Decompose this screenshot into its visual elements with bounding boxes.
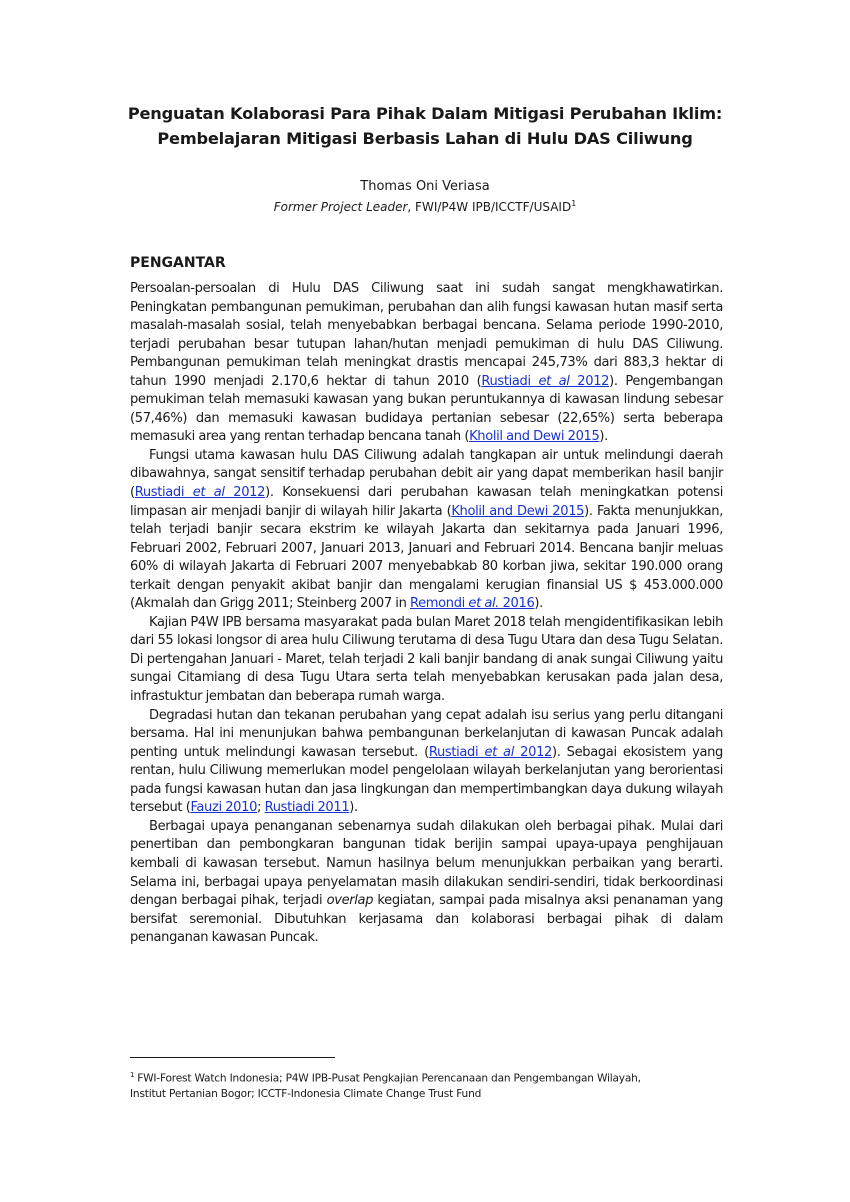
- paragraph-1-text-b: ). Pengembangan pemukiman telah memasuki kawasan yang bukan peruntukannya di kawasan lindung sebesar (57,46%) dan memasuki kawasan budidaya pertanian sebesar (22,65%) serta beberapa memasuki area yang rentan terhadap bencana tanah (: [130, 373, 723, 445]
- paragraph-5-text-b: kegiatan, sampai pada misalnya aksi penanaman yang bersifat seremonial. Dibutuhkan kerjasama dan kolaborasi berbagai pihak di dalam penanganan kawasan Puncak.: [130, 893, 724, 946]
- paragraph-2-text-c: ). Fakta menunjukkan, telah terjadi banjir secara ekstrim ke wilayah Jakarta dan sekitarnya pada Januari 1996, Februari 2002, Februari 2007, Januari 2013, Januari and Februari 2014. Bencana banjir meluas 60% di wilayah Jakarta di Februari 2007 menyebabkab 80 korban jiwa, sekitar 190.000 orang terkait dengan penyakit akibat banjir dan mengalami kerugian finansial US $ 453.000.000 (Akmalah dan Grigg 2011; Steinberg 2007 in: [130, 503, 723, 612]
- paragraph-1-text-a: Persoalan-persoalan di Hulu DAS Ciliwung saat ini sudah sangat mengkhawatirkan. Peningkatan pembangunan pemukiman, perubahan dan alih fungsi kawasan hutan masif serta masalah-masalah sosial, telah menyebabkan berbagai bencana. Selama periode 1990-2010, terjadi perubahan besar tutupan lahan/hutan menjadi pemukiman di hulu DAS Ciliwung. Pembangunan pemukiman telah meningkat drastis mencapai 245,73% dari 883,3 hektar di tahun 1990 menjadi 2.170,6 hektar di tahun 2010 (: [130, 281, 723, 389]
- paragraph-4: [130, 707, 723, 818]
- citation-etal[interactable]: et al: [538, 373, 570, 389]
- citation-link-kholil-dewi-2015[interactable]: Kholil and Dewi 2015: [469, 429, 600, 445]
- citation-author[interactable]: Rustiadi: [481, 373, 539, 389]
- citation-link-remondi-2016[interactable]: [410, 596, 534, 611]
- paper-title-line-1: Penguatan Kolaborasi Para Pihak Dalam Mitigasi Perubahan Iklim:: [127, 104, 723, 123]
- paragraph-2-text-b: ). Konsekuensi dari perubahan kawasan telah meningkatkan potensi limpasan air menjadi banjir di wilayah hilir Jakarta (: [130, 485, 723, 519]
- paragraph-5-text-a: Berbagai upaya penanganan sebenarnya sudah dilakukan oleh berbagai pihak. Mulai dari penertiban dan pembongkaran bangunan tidak berijin sampai upaya-upaya penghijauan kembali di kawasan tersebut. Namun hasilnya belum menunjukkan perbaikan yang berarti. Selama ini, berbagai upaya penyelamatan masih dilakukan sendiri-sendiri, tidak berkoordinasi dengan berbagai pihak, terjadi: [130, 818, 723, 909]
- body-text: [130, 280, 723, 948]
- citation-link-rustiadi-2012[interactable]: [429, 745, 552, 760]
- citation-link-rustiadi-2011[interactable]: Rustiadi 2011: [264, 800, 350, 816]
- paragraph-5: [130, 818, 723, 948]
- footnote-marker: 1: [130, 1071, 135, 1079]
- citation-link-rustiadi-2012[interactable]: [135, 485, 265, 500]
- section-heading: PENGANTAR: [130, 255, 226, 271]
- paragraph-2-text-a: Fungsi utama kawasan hulu DAS Ciliwung adalah tangkapan air untuk melindungi daerah dibawahnya, sangat sensitif terhadap perubahan debit air yang dapat memberikan hasil banjir (: [130, 447, 723, 501]
- author-affiliation: [100, 195, 750, 216]
- footnote-text-1: FWI-Forest Watch Indonesia; P4W IPB-Pusat Pengkajian Perencanaan dan Pengembangan Wilayah,: [137, 1072, 641, 1085]
- citation-author[interactable]: Remondi: [410, 596, 469, 612]
- paragraph-4-text-a: Degradasi hutan dan tekanan perubahan yang cepat adalah isu serius yang perlu ditangani bersama. Hal ini menunjukan bahwa pembangunan berkelanjutan di kawasan Puncak adalah penting untuk melindungi kawasan tersebut. (: [130, 707, 723, 760]
- citation-author[interactable]: Rustiadi: [134, 485, 193, 501]
- citation-year[interactable]: 2012: [224, 485, 266, 501]
- footnote-line-1: [130, 1068, 730, 1087]
- author-name: Thomas Oni Veriasa: [360, 179, 490, 194]
- paragraph-5-emphasis: overlap: [326, 893, 374, 909]
- paragraph-1: [130, 280, 723, 447]
- paragraph-3-text: Kajian P4W IPB bersama masyarakat pada bulan Maret 2018 telah mengidentifikasikan lebih dari 55 lokasi longsor di area hulu Ciliwung terutama di desa Tugu Utara dan desa Tugu Selatan. Di pertengahan Januari - Maret, telah terjadi 2 kali banjir bandang di anak sungai Ciliwung yaitu sungai Citamiang di desa Tugu Utara serta telah menyebabkan kerusakan pada jalan desa, infrastuktur jembatan dan beberapa rumah warga.: [130, 614, 723, 705]
- citation-year[interactable]: 2012: [513, 744, 552, 760]
- paragraph-2-text-d: ).: [534, 596, 543, 612]
- paragraph-1-text-c: ).: [599, 429, 608, 445]
- citation-link-rustiadi-2012[interactable]: [481, 374, 609, 389]
- citation-link-fauzi-2010[interactable]: Fauzi 2010: [190, 800, 258, 816]
- author-org: , FWI/P4W IPB/ICCTF/USAID: [407, 200, 572, 214]
- footnote-line-2: Institut Pertanian Bogor; ICCTF-Indonesia Climate Change Trust Fund: [130, 1088, 482, 1101]
- citation-author[interactable]: Rustiadi: [428, 744, 485, 760]
- paper-title: [100, 101, 750, 151]
- footnote: [130, 1068, 730, 1103]
- citation-year[interactable]: 2016: [499, 596, 535, 612]
- paragraph-4-text-b: ). Sebagai ekosistem yang rentan, hulu Ciliwung memerlukan model pengelolaan wilayah berkelanjutan yang berorientasi pada fungsi kawasan hutan dan jasa lingkungan dan mempertimbangkan daya dukung wilayah tersebut (: [130, 744, 723, 816]
- footnote-divider: [130, 1057, 335, 1058]
- paper-title-line-2: Pembelajaran Mitigasi Berbasis Lahan di Hulu DAS Ciliwung: [157, 129, 693, 148]
- citation-etal[interactable]: et al.: [468, 596, 500, 612]
- paragraph-4-text-c: ).: [349, 800, 358, 816]
- author-role: Former Project Leader: [273, 200, 408, 214]
- citation-link-kholil-dewi-2015[interactable]: Kholil and Dewi 2015: [451, 503, 585, 519]
- citation-separator: ;: [257, 800, 265, 816]
- citation-etal[interactable]: et al: [484, 744, 514, 760]
- paragraph-3: [130, 614, 723, 707]
- citation-etal[interactable]: et al: [192, 485, 225, 501]
- paragraph-2: [130, 447, 723, 614]
- affiliation-footnote-marker: 1: [571, 199, 577, 208]
- citation-year[interactable]: 2012: [569, 373, 610, 389]
